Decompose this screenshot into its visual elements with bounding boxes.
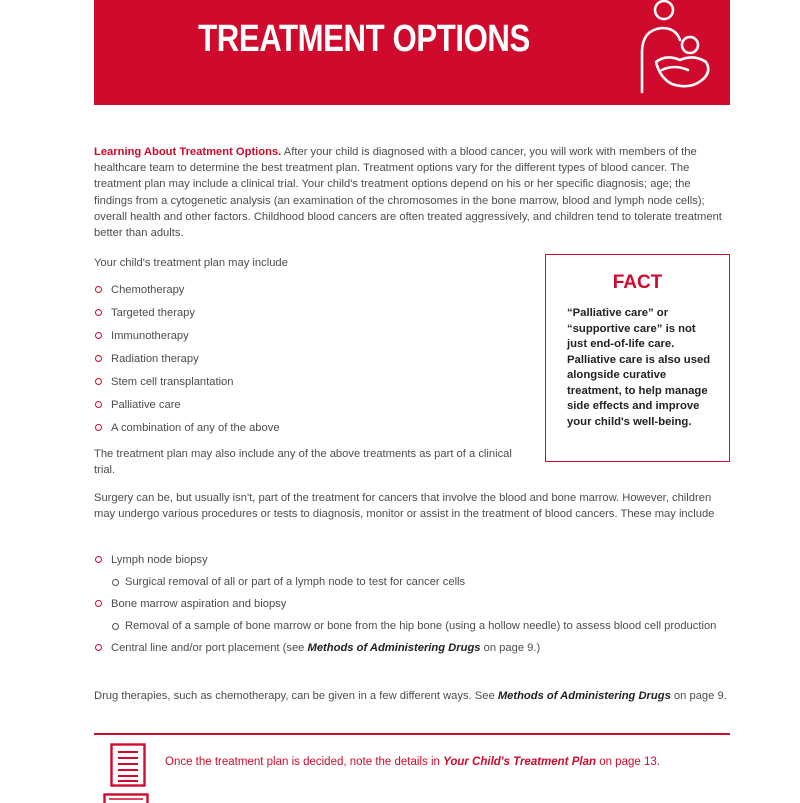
list-item — [94, 420, 514, 436]
list-item-label: Stem cell transplantation — [111, 376, 234, 388]
bullet-icon — [95, 378, 102, 385]
intro-lead: Learning About Treatment Options. — [94, 146, 281, 158]
drugs-paragraph — [94, 688, 730, 704]
page-title: TREATMENT OPTIONS — [143, 18, 586, 61]
fact-title: FACT — [546, 272, 729, 294]
list-item-label: Immunotherapy — [111, 330, 189, 342]
plan-list-wrap — [94, 282, 514, 443]
list-item — [94, 328, 514, 344]
list-item — [94, 351, 514, 367]
list-item-label: Lymph node biopsy — [111, 554, 208, 566]
list-item-label: Targeted therapy — [111, 307, 195, 319]
bullet-icon — [95, 355, 102, 362]
bullet-icon — [95, 332, 102, 339]
list-item — [94, 374, 514, 390]
central-line-post: on page 9.) — [481, 642, 541, 654]
plan-lead-in: Your child's treatment plan may include — [94, 255, 514, 271]
drugs-pre: Drug therapies, such as chemotherapy, can be given in a few different ways. See — [94, 690, 498, 702]
surgery-list-group — [94, 596, 730, 612]
intro-section — [94, 144, 730, 241]
plan-section — [94, 255, 514, 271]
notepad-icon — [110, 743, 146, 787]
list-item-label: Palliative care — [111, 399, 181, 411]
list-item — [94, 596, 730, 612]
plan-after-wrap — [94, 446, 514, 478]
list-item — [94, 305, 514, 321]
bullet-icon — [95, 401, 102, 408]
surgery-paragraph: Surgery can be, but usually isn't, part of the treatment for cancers that involve the blood and bone marrow. However, children may undergo various procedures or tests to diagnosis, monitor or assist in the treatment of blood cancers. These may include — [94, 490, 730, 522]
parent-holding-child-icon — [632, 0, 716, 96]
intro-text: After your child is diagnosed with a blood cancer, you will work with members of the healthcare team to determine the best treatment plan. Treatment options vary for the different types of blood cancer. The treatment plan may include a clinical trial. Your child's treatment options depend on his or her specific diagnosis; age; the findings from a cytogenetic analysis (an examination of the chromosomes in the bone marrow, blood and lymph node cells); overall health and other factors. Childhood blood cancers are often treated aggressively, and children tend to tolerate treatment better than adults. — [94, 146, 722, 239]
sub-list-item-label: Removal of a sample of bone marrow or bone from the hip bone (using a hollow needle) to assess blood cell production — [125, 620, 716, 632]
drugs-post: on page 9. — [671, 690, 727, 702]
methods-ref-link[interactable]: Methods of Administering Drugs — [308, 642, 481, 654]
note-pre: Once the treatment plan is decided, note the details in — [165, 756, 443, 768]
bullet-icon — [95, 556, 102, 563]
list-item — [94, 552, 730, 568]
bullet-icon — [95, 309, 102, 316]
list-item-label: Bone marrow aspiration and biopsy — [111, 598, 286, 610]
surgery-list — [94, 552, 730, 634]
plan-after-text: The treatment plan may also include any of the above treatments as part of a clinical trial. — [94, 446, 514, 478]
plan-list — [94, 282, 514, 436]
list-item-label: Radiation therapy — [111, 353, 199, 365]
bullet-icon — [95, 600, 102, 607]
list-item — [94, 282, 514, 298]
drugs-methods-ref-link[interactable]: Methods of Administering Drugs — [498, 690, 671, 702]
bullet-icon — [95, 644, 102, 651]
divider-rule — [94, 733, 730, 735]
sub-bullet-icon — [112, 579, 119, 586]
list-item-label: A combination of any of the above — [111, 422, 280, 434]
sub-list-item — [94, 574, 730, 590]
surgery-list-group — [94, 552, 730, 568]
list-item-central-line — [94, 640, 730, 656]
fact-text: “Palliative care” or “supportive care” is not just end-of-life care. Palliative care is also used alongside curative treatment, to help manage side effects and improve your child's well-being. — [567, 306, 717, 430]
central-line-list — [94, 640, 730, 656]
note-text — [165, 756, 660, 768]
sub-bullet-icon — [112, 623, 119, 630]
treatment-plan-ref-link[interactable]: Your Child's Treatment Plan — [443, 756, 596, 768]
sub-list-item-label: Surgical removal of all or part of a lymph node to test for cancer cells — [125, 576, 465, 588]
sub-list-item — [94, 618, 730, 634]
header-band — [94, 0, 730, 105]
bullet-icon — [95, 286, 102, 293]
bullet-icon — [95, 424, 102, 431]
drugs-section — [94, 688, 730, 704]
surgery-section — [94, 490, 730, 522]
note-post: on page 13. — [596, 756, 660, 768]
surgery-list-wrap — [94, 552, 730, 656]
list-item — [94, 397, 514, 413]
fact-box — [545, 254, 730, 462]
monitor-icon — [103, 793, 149, 803]
central-line-pre: Central line and/or port placement (see — [111, 642, 308, 654]
list-item-label: Chemotherapy — [111, 284, 184, 296]
intro-paragraph — [94, 144, 730, 241]
